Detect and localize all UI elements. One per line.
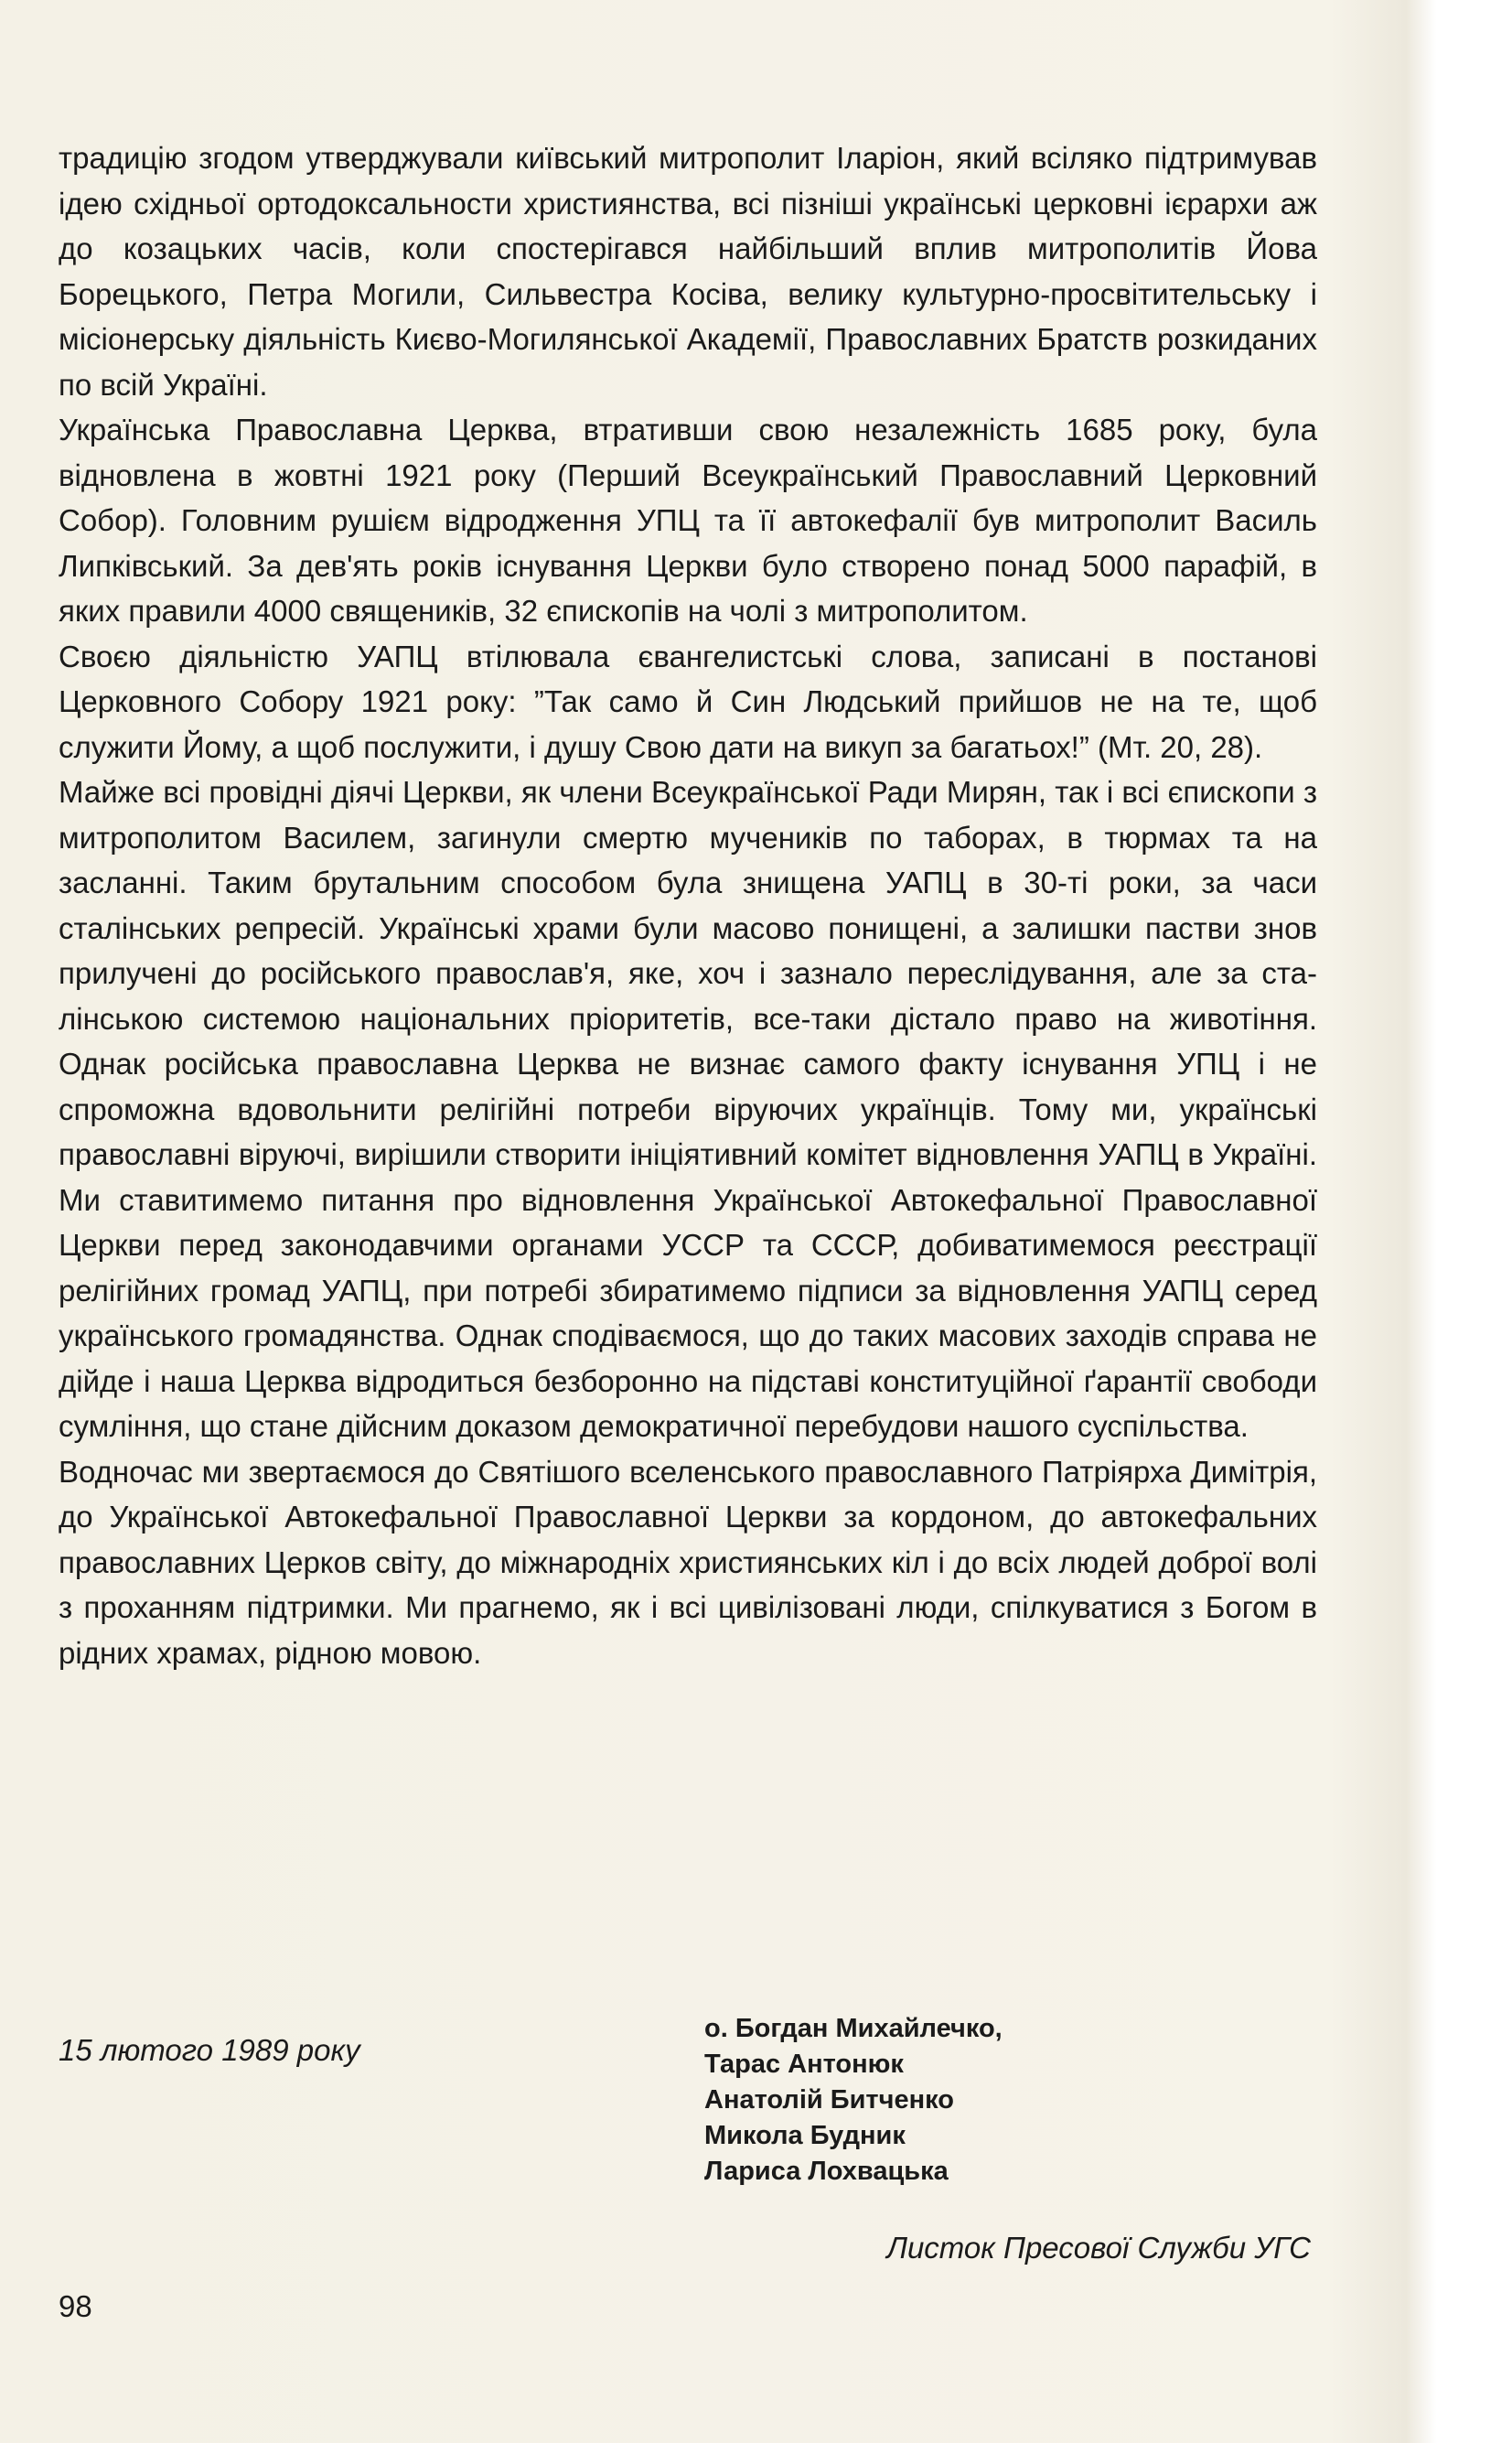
source-attribution: Листок Пресової Служби УГС	[886, 2231, 1311, 2265]
signatory: Микола Будник	[704, 2121, 906, 2150]
paragraph-continuation: традицію згодом утверджували київський митрополит Іларіон, який всіляко підтримував ідею східньої ортодоксальности християнства, всі пізніші українські церковні ієрархи аж до козацьких часів, коли спостерігався найбільший вплив митрополитів Йова Борецького, Петра Могили, Сильвестра Косіва, велику культурно-просвітительську і місіонерську діяльність Києво-Могилянської Академії, Православних Братств розкиданих по всій Україні.	[59, 141, 1317, 402]
signatory: Тарас Антонюк	[704, 2050, 904, 2079]
document-date: 15 лютого 1989 року	[59, 2033, 360, 2067]
paragraph: Своєю діяльністю УАПЦ втілювала євангелистські слова, записані в постанові Церковного Собору 1921 року: ”Так само й Син Людський прийшов не на те, щоб служити Йому, а щоб послужити, і душу Свою дати на викуп за багатьох!” (Мт. 20, 28).	[59, 639, 1317, 764]
signatory: о. Богдан Михайлечко,	[704, 2014, 1003, 2043]
signatories-list	[704, 2011, 1003, 2190]
paragraph: Водночас ми звертаємося до Святішого вселенського православного Патріярха Димітрія, до Української Автокефальної Православної Церкви за кордоном, до автокефальних православних Церков світу, до міжнародніх християнських кіл і до всіх людей доброї волі з проханням підтримки. Ми прагнемо, як і всі цивілізовані люди, спілкуватися з Богом в рідних храмах, рідною мовою.	[59, 1454, 1317, 1670]
paragraph: Майже всі провідні діячі Церкви, як члени Всеукраїнської Ради Мирян, так і всі єпископи з митрополитом Василем, загинули смертю мучеників по таборах, в тюрмах та на засланні. Таким брутальним способом була знищена УАПЦ в 30-ті роки, за часи сталінських репресій. Українські храми були масово понищені, а залишки пастви знов прилучені до російського православ'я, яке, хоч і зазнало переслідування, але за сталінською системою національних пріоритетів, все-таки дістало право на животіння. Однак російська православна Церква не визнає самого факту існування УПЦ і не спроможна вдовольнити релігійні потреби віруючих українців. Тому ми, українські православні віруючі, вирішили створити ініціятивний комітет відновлення УАПЦ в Україні. Ми ставитимемо питання про відновлення Української Автокефальної Православної Церкви перед законодавчими органами УССР та СССР, добиватимемося реєстрації релігійних громад УАПЦ, при потребі збиратимемо підписи за відновлення УАПЦ серед українського громадянства. Однак сподіваємося, що до таких масових заходів справа не дійде і наша Церква відродиться безборонно на підставі конституційної ґарантії свободи сумління, що стане дійсним доказом демократичної перебудови нашого суспільства.	[59, 775, 1317, 1443]
signatory: Лариса Лохвацька	[704, 2157, 949, 2186]
signatory: Анатолій Битченко	[704, 2085, 954, 2115]
page-number: 98	[59, 2289, 92, 2323]
body-text	[59, 135, 1317, 1675]
paragraph: Українська Православна Церква, втративши свою незалежність 1685 року, була відновлена в жовтні 1921 року (Перший Всеукраїнський Православний Церковний Собор). Головним рушієм відродження УПЦ та її автокефалії був митрополит Василь Липківський. За дев'ять років існування Церкви було створено понад 5000 парафій, в яких правили 4000 священиків, 32 єпископів на чолі з митрополитом.	[59, 413, 1317, 628]
